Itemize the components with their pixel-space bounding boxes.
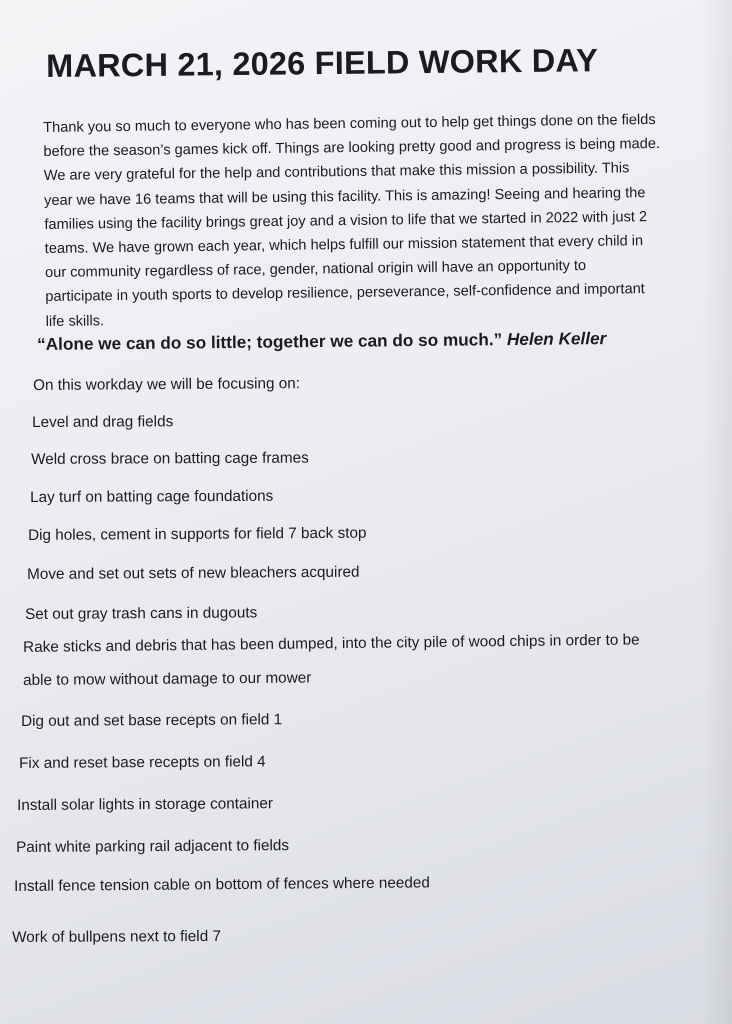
task-item: Level and drag fields: [32, 413, 174, 431]
intro-line: families using the facility brings great joy and a vision to life that we started in 2022 with just 2: [44, 208, 648, 233]
task-item: Move and set out sets of new bleachers acquired: [27, 563, 360, 583]
task-item: Weld cross brace on batting cage frames: [31, 449, 309, 468]
quote-text: “Alone we can do so little; together we can do so much.”: [37, 329, 503, 354]
task-item-continued: able to mow without damage to our mower: [23, 669, 312, 689]
intro-line: teams. We have grown each year, which helps fulfill our mission statement that every child in: [44, 233, 644, 258]
task-item: Work of bullpens next to field 7: [12, 927, 221, 946]
intro-line: participate in youth sports to develop resilience, perseverance, self-confidence and important: [45, 281, 645, 306]
task-item: Rake sticks and debris that has been dumped, into the city pile of wood chips in order to be: [23, 631, 640, 656]
intro-line: We are very grateful for the help and contributions that make this mission a possibility. This: [43, 160, 630, 185]
task-item: Install fence tension cable on bottom of fences where needed: [14, 874, 430, 895]
intro-line: life skills.: [45, 312, 105, 330]
intro-line: year we have 16 teams that will be using this facility. This is amazing! Seeing and hearing the: [44, 184, 646, 209]
page-title: MARCH 21, 2026 FIELD WORK DAY: [46, 42, 599, 84]
intro-line: before the season’s games kick off. Things are looking pretty good and progress is being made.: [43, 136, 661, 161]
intro-line: our community regardless of race, gender, national origin will have an opportunity to: [44, 258, 587, 282]
task-item: Lay turf on batting cage foundations: [30, 487, 274, 506]
list-intro: On this workday we will be focusing on:: [33, 375, 301, 394]
task-item: Fix and reset base recepts on field 4: [19, 753, 266, 772]
task-item: Dig out and set base recepts on field 1: [21, 711, 283, 730]
quote-author: Helen Keller: [506, 328, 607, 350]
intro-line: Thank you so much to everyone who has been coming out to help get things done on the fields: [43, 111, 656, 136]
intro-paragraph: [43, 107, 726, 334]
task-item: Dig holes, cement in supports for field 7 back stop: [28, 524, 367, 544]
task-item: Set out gray trash cans in dugouts: [25, 604, 258, 623]
task-item: Install solar lights in storage container: [17, 795, 274, 814]
task-item: Paint white parking rail adjacent to fields: [16, 837, 290, 856]
